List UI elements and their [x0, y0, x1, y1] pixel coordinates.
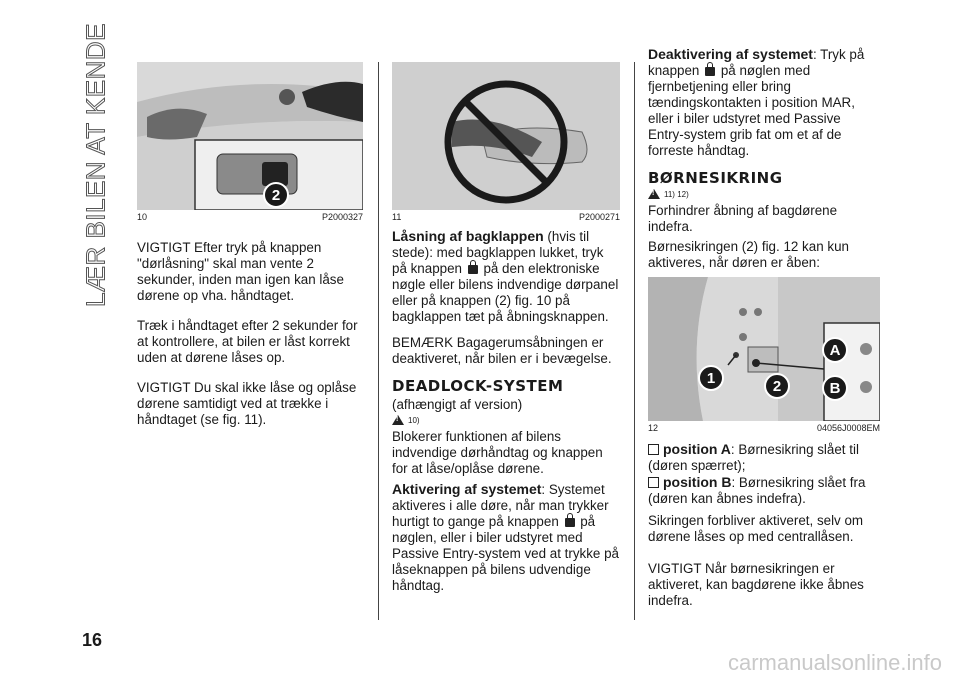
boot-lock-paragraph: Låsning af bagklappen (hvis til stede): med bagklappen lukket, tryk på knappen på den elektroniske nøgle eller bilens indvendige dørpanel eller på knappen (2) fig. 10 på bagklappen tæt på åbningsknappen.: [392, 228, 619, 324]
deadlock-subtitle: (afhængigt af version): [392, 397, 523, 412]
prohibited-handle-illustration: [392, 62, 620, 210]
callout-2: 2: [764, 373, 790, 399]
paragraph: Børnesikringen (2) fig. 12 kan kun aktiveres, når døren er åben:: [648, 239, 849, 270]
callout-a: A: [822, 337, 848, 363]
figure-number: 12: [648, 423, 659, 433]
column-divider: [634, 62, 635, 620]
car-trunk-illustration: [137, 62, 363, 210]
column-2: [392, 62, 620, 604]
callout-1: 1: [698, 365, 724, 391]
paragraph: BEMÆRK Bagagerumsåbningen er deaktiveret, når bilen er i bevægelse.: [392, 335, 612, 366]
figure-12: [648, 277, 880, 421]
checkbox-icon: [648, 444, 659, 455]
figure-11: [392, 62, 620, 210]
figure-11-caption: [392, 212, 620, 222]
checkbox-icon: [648, 477, 659, 488]
chapter-title: LÆR BILEN AT KENDE: [80, 22, 111, 307]
position-b-item: position B: Børnesikring slået fra (døren kan åbnes indefra).: [648, 474, 866, 506]
section-heading-child-lock: BØRNESIKRING: [648, 169, 783, 187]
figure-10-caption: [137, 212, 363, 222]
callout-2: 2: [263, 182, 289, 208]
paragraph: VIGTIGT Efter tryk på knappen "dørlåsning" skal man vente 2 sekunder, inden man igen kan låse dørene op vha. håndtaget.: [137, 240, 344, 303]
paragraph: VIGTIGT Når børnesikringen er aktiveret, kan bagdørene ikke åbnes indefra.: [648, 561, 864, 608]
lock-icon: [468, 265, 478, 274]
paragraph: Forhindrer åbning af bagdørene indefra.: [648, 203, 838, 234]
position-a-item: position A: Børnesikring slået til (døren spærret);: [648, 441, 859, 473]
watermark: carmanualsonline.info: [727, 650, 942, 675]
deactivation-paragraph: Deaktivering af systemet: Tryk på knappen på nøglen med fjernbetjening eller bring tændingskontakten i position MAR, eller i biler udstyret med Passive Entry-system grib fat om et af de forreste håndtag.: [648, 46, 865, 158]
column-1: [137, 62, 363, 438]
figure-number: 10: [137, 212, 148, 222]
column-3: [648, 46, 880, 619]
figure-code: P2000327: [321, 212, 363, 222]
warning-icon: [392, 415, 404, 425]
figure-number: 11: [392, 212, 402, 222]
paragraph: Træk i håndtaget efter 2 sekunder for at kontrollere, at bilen er låst korrekt uden at dørene låses op.: [137, 318, 358, 365]
warning-icon: [648, 189, 660, 199]
figure-code: 04056J0008EM: [816, 423, 880, 433]
paragraph: Blokerer funktionen af bilens indvendige dørhåndtag og knappen for at låse/oplåse dørene.: [392, 429, 603, 476]
column-divider: [378, 62, 379, 620]
section-heading-deadlock: DEADLOCK-SYSTEM: [392, 377, 564, 395]
figure-12-caption: [648, 423, 880, 433]
page-number: 16: [82, 630, 103, 650]
callout-b: B: [822, 375, 848, 401]
paragraph: Sikringen forbliver aktiveret, selv om dørene låses op med centrallåsen.: [648, 513, 864, 544]
activation-paragraph: Aktivering af systemet: Systemet aktiveres i alle døre, når man trykker hurtigt to gange på knappen på nøglen, eller i biler udstyret med Passive Entry-system ved at trykke på låseknappen på bilens udvendige håndtag.: [392, 481, 619, 593]
warning-reference: ! 10): [392, 415, 620, 425]
lock-icon: [705, 67, 715, 76]
warning-reference: ! 11) 12): [648, 189, 880, 199]
lock-icon: [565, 518, 575, 527]
figure-10: [137, 62, 363, 210]
figure-code: P2000271: [578, 212, 620, 222]
paragraph: VIGTIGT Du skal ikke låse og oplåse dørene samtidigt ved at trække i håndtaget (se fig. 11).: [137, 380, 357, 427]
